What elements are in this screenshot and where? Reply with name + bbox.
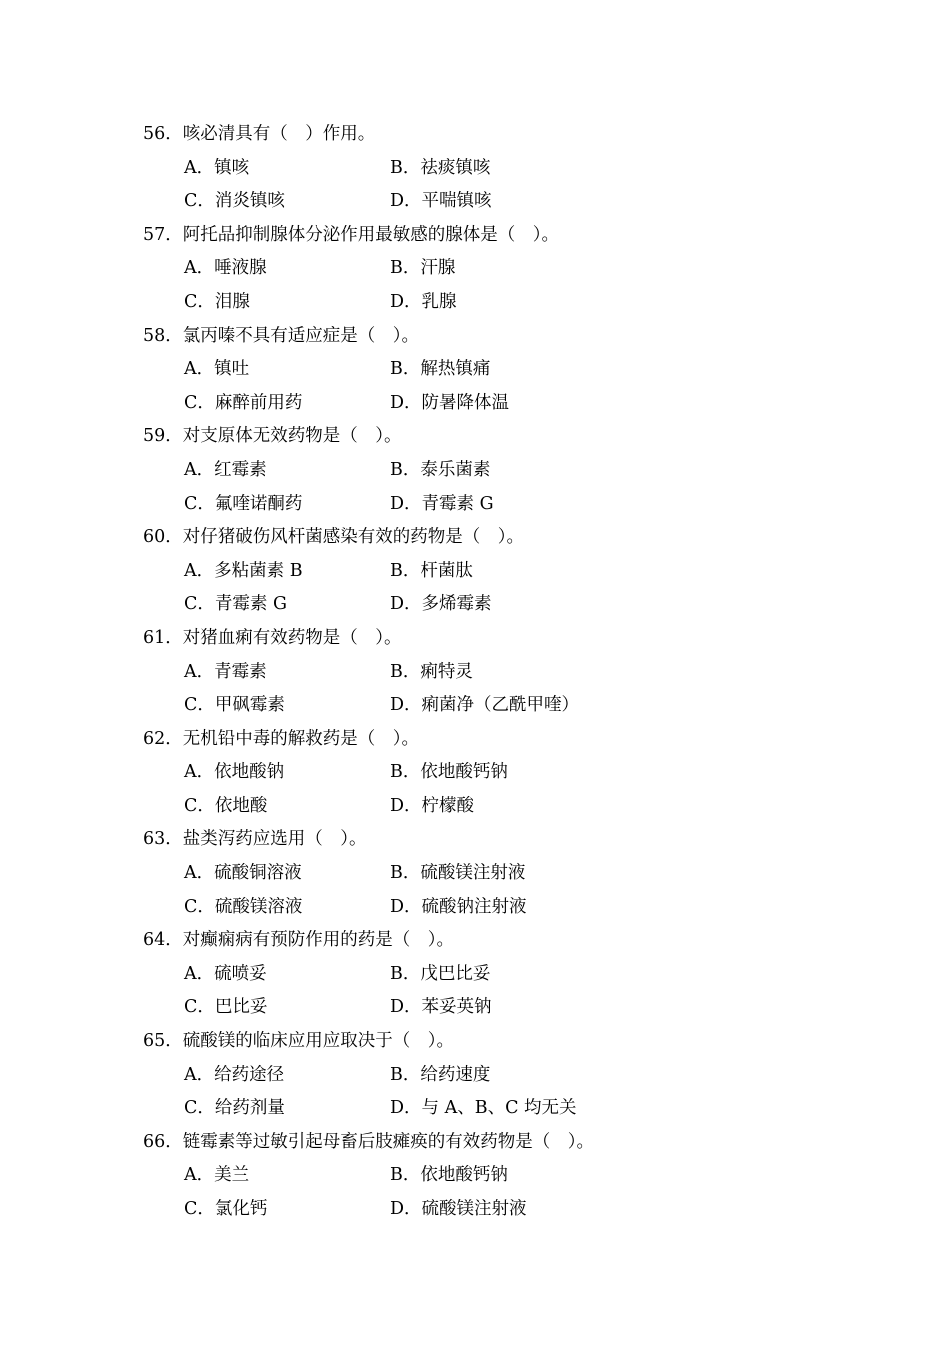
question-66-option-b: B．依地酸钙钠 (390, 1165, 508, 1186)
question-57-option-b: B．汗腺 (390, 258, 456, 279)
question-66-option-a: A．美兰 (184, 1165, 250, 1186)
question-56-option-a: A．镇咳 (184, 157, 250, 178)
question-64-option-a: A．硫喷妥 (184, 963, 267, 984)
question-58-option-b: B．解热镇痛 (390, 359, 491, 380)
question-56-options-row-2 (143, 185, 903, 219)
question-62-stem: 62．无机铅中毒的解救药是（ ）。 (143, 728, 420, 749)
question-57-stem: 57．阿托品抑制腺体分泌作用最敏感的腺体是（ ）。 (143, 224, 560, 245)
question-60-option-d: D．多烯霉素 (390, 594, 492, 615)
question-64-option-d: D．苯妥英钠 (390, 997, 492, 1018)
question-59-option-b: B．泰乐菌素 (390, 459, 491, 480)
question-63-option-d: D．硫酸钠注射液 (390, 896, 527, 917)
question-60-option-b: B．杆菌肽 (390, 560, 473, 581)
question-56-options-row-1 (143, 152, 903, 186)
question-65-options-row-2 (143, 1092, 903, 1126)
question-60-option-c: C．青霉素 G (184, 594, 287, 615)
question-62-options-row-2 (143, 790, 903, 824)
question-62-option-b: B．依地酸钙钠 (390, 762, 508, 783)
question-56-option-d: D．平喘镇咳 (390, 191, 492, 212)
question-57-options-row-1 (143, 252, 903, 286)
question-64-option-b: B．戊巴比妥 (390, 963, 491, 984)
question-66-options-row-2 (143, 1193, 903, 1227)
question-66-stem: 66．链霉素等过敏引起母畜后肢瘫痪的有效药物是（ ）。 (143, 1131, 595, 1152)
question-59-option-a: A．红霉素 (184, 459, 267, 480)
question-58-option-c: C．麻醉前用药 (184, 392, 303, 413)
question-63-stem: 63．盐类泻药应选用（ ）。 (143, 829, 367, 850)
question-66-options-row-1 (143, 1159, 903, 1193)
question-59-option-d: D．青霉素 G (390, 493, 494, 514)
question-63-option-c: C．硫酸镁溶液 (184, 896, 303, 917)
question-58-options-row-2 (143, 387, 903, 421)
question-66-option-c: C．氯化钙 (184, 1199, 268, 1219)
question-61-option-d: D．痢菌净（乙酰甲喹） (390, 695, 580, 716)
question-59-option-c: C．氟喹诺酮药 (184, 493, 303, 514)
question-66-option-d: D．硫酸镁注射液 (390, 1199, 527, 1219)
question-63-options-row-2 (143, 891, 903, 925)
question-63-option-b: B．硫酸镁注射液 (390, 863, 526, 884)
question-56-stem: 56．咳必清具有（ ）作用。 (143, 124, 376, 144)
question-64-stem: 64．对癫痫病有预防作用的药是（ ）。 (143, 930, 455, 951)
question-59-options-row-2 (143, 488, 903, 522)
question-65-option-b: B．给药速度 (390, 1064, 491, 1085)
question-list (143, 118, 903, 1227)
question-63-options-row-1 (143, 857, 903, 891)
question-60-options-row-1 (143, 555, 903, 589)
question-58-option-d: D．防暑降体温 (390, 392, 510, 413)
question-64-options-row-2 (143, 991, 903, 1025)
question-62-option-d: D．柠檬酸 (390, 795, 475, 816)
question-64-option-c: C．巴比妥 (184, 997, 268, 1018)
question-56-option-b: B．祛痰镇咳 (390, 157, 491, 178)
question-59-options-row-1 (143, 454, 903, 488)
question-62-option-a: A．依地酸钠 (184, 762, 285, 783)
question-57-options-row-2 (143, 286, 903, 320)
question-57-option-a: A．唾液腺 (184, 258, 267, 279)
question-57-option-d: D．乳腺 (390, 291, 457, 312)
question-61-stem: 61．对猪血痢有效药物是（ ）。 (143, 627, 402, 648)
question-62-option-c: C．依地酸 (184, 795, 268, 816)
question-65-options-row-1 (143, 1059, 903, 1093)
question-60-option-a: A．多粘菌素 B (184, 560, 303, 581)
question-61-option-c: C．甲砜霉素 (184, 695, 285, 716)
question-58-options-row-1 (143, 353, 903, 387)
question-61-option-a: A．青霉素 (184, 661, 267, 682)
question-65-option-a: A．给药途径 (184, 1064, 285, 1085)
question-65-option-d: D．与 A、B、C 均无关 (390, 1098, 577, 1119)
question-58-stem: 58．氯丙嗪不具有适应症是（ ）。 (143, 325, 420, 346)
question-65-stem: 65．硫酸镁的临床应用应取决于（ ）。 (143, 1031, 455, 1052)
question-56-option-c: C．消炎镇咳 (184, 191, 285, 212)
question-62-options-row-1 (143, 756, 903, 790)
question-63-option-a: A．硫酸铜溶液 (184, 863, 302, 884)
question-60-options-row-2 (143, 588, 903, 622)
question-58-option-a: A．镇吐 (184, 359, 250, 380)
question-59-stem: 59．对支原体无效药物是（ ）。 (143, 426, 402, 447)
question-61-options-row-1 (143, 656, 903, 690)
question-64-options-row-1 (143, 958, 903, 992)
question-65-option-c: C．给药剂量 (184, 1098, 285, 1119)
question-61-options-row-2 (143, 689, 903, 723)
question-60-stem: 60．对仔猪破伤风杆菌感染有效的药物是（ ）。 (143, 527, 525, 548)
question-61-option-b: B．痢特灵 (390, 661, 473, 682)
question-57-option-c: C．泪腺 (184, 291, 250, 312)
